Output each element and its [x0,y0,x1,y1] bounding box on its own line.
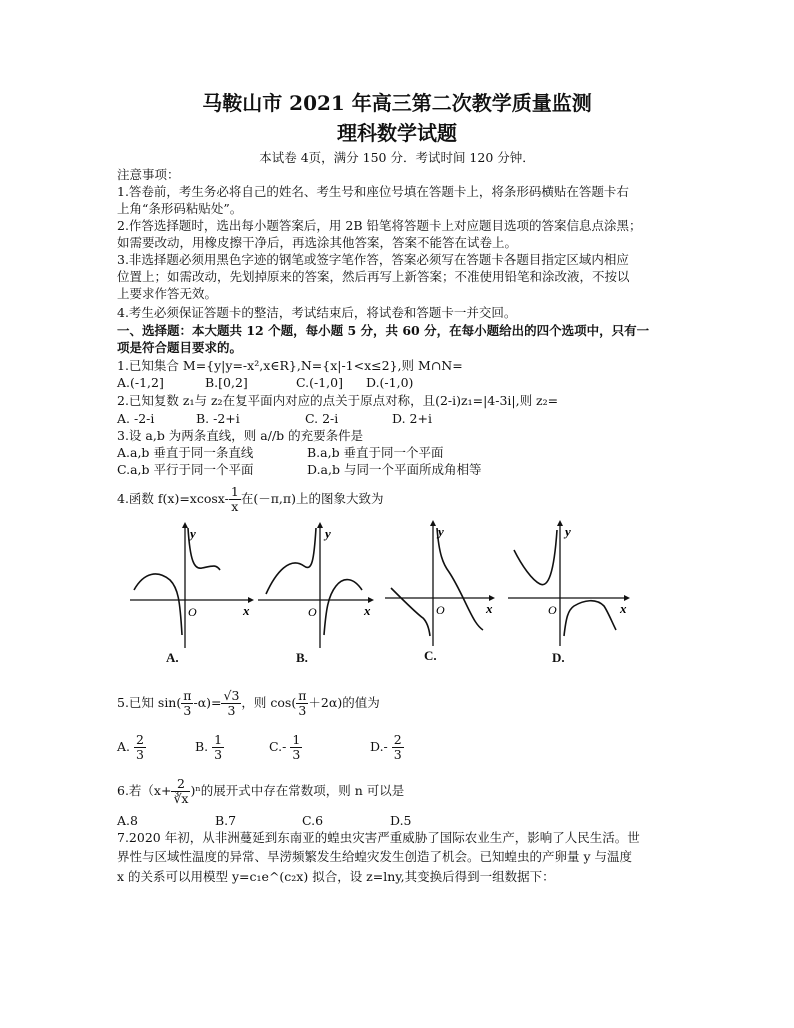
section-heading-line2: 项是符合题目要求的。 [117,340,243,355]
q5-frac-2-num: √3 [223,688,240,703]
q4-graph-b-label: B. [296,650,308,665]
q3-option-a: A.a,b 垂直于同一条直线 [117,445,254,460]
q1-option-b: B.[0,2] [205,375,248,390]
q4-frac-num: 1 [230,484,239,499]
q5-d-frac [392,733,404,762]
q5-mid-1: -α)= [193,695,222,710]
q4-graph-a-x-label: x [243,603,250,618]
q1-stem: 1.已知集合 M={y|y=-x²,x∈R},N={x|-1<x≤2},则 M∩N= [117,358,463,373]
q5-frac-2 [221,689,241,718]
q5-option-c [269,730,302,764]
q5-d-num: 2 [393,732,402,747]
note-1a: 1.答卷前，考生务必将自己的姓名、考生号和座位号填在答题卡上，将条形码横贴在答题卡右 [117,184,629,199]
q2-option-c: C. 2-i [305,411,339,426]
q4-frac-den: x [231,499,239,514]
q4-graph-d-label: D. [552,650,565,665]
q5-a-pre: A. [117,739,131,754]
q4-graph-a [130,520,260,650]
q4-stem-post: 在(－π,π)上的图象大致为 [240,491,384,506]
q4-graph-c-origin: O [436,603,445,617]
q7-line-2: 界性与区域性温度的异常、旱涝频繁发生给蝗灾发生创造了机会。已知蝗虫的产卵量 y 与温度 [117,849,633,864]
exam-title: 马鞍山市 2021 年高三第二次教学质量监测 [202,91,592,115]
q3-option-b: B.a,b 垂直于同一个平面 [307,445,444,460]
q5-a-den: 3 [136,747,144,762]
q1-option-a: A.(-1,2] [117,375,164,390]
q6-frac-den: ∛x [173,791,189,806]
q6-frac-num: 2 [171,777,190,792]
q5-b-pre: B. [195,739,209,754]
note-4: 4.考生必须保证答题卡的整洁，考试结束后，将试卷和答题卡一并交回。 [117,305,517,320]
q4-graph-d [508,518,638,648]
q6-frac [171,777,190,806]
q1-option-d: D.(-1,0) [366,375,414,390]
q2-option-d: D. 2+i [392,411,432,426]
q5-option-a [117,730,146,764]
q6-option-a: A.8 [117,813,138,828]
q6-option-c: C.6 [302,813,324,828]
q5-post: ＋2α)的值为 [308,695,380,710]
q5-option-d [370,730,404,764]
q5-b-frac [212,733,224,762]
q4-fraction [229,485,241,514]
q6-option-d: D.5 [390,813,412,828]
q4-graph-c [385,518,505,648]
q5-d-den: 3 [393,747,402,762]
q5-frac-3-den: 3 [298,703,307,718]
q5-frac-2-den: 3 [227,703,236,718]
q5-a-num: 2 [136,732,144,747]
q4-graph-c-y-label: y [438,524,444,539]
q5-frac-1-num: π [183,688,192,703]
q4-stem [117,484,383,514]
q3-option-c: C.a,b 平行于同一个平面 [117,462,254,477]
q5-frac-1-den: 3 [183,703,192,718]
q7-line-3: x 的关系可以用模型 y=c₁e^(c₂x) 拟合，设 z=lny,其变换后得到一组数据下： [117,869,555,884]
q3-stem: 3.设 a,b 为两条直线，则 a//b 的充要条件是 [117,428,364,443]
q5-frac-3 [296,689,308,718]
q5-d-pre: D.- [370,739,388,754]
q5-pre: 5.已知 sin( [117,695,182,710]
q5-c-frac [290,733,302,762]
notes-heading: 注意事项： [117,167,180,182]
q4-stem-pre: 4.函数 f(x)=xcosx- [117,491,229,506]
q5-b-den: 3 [214,747,223,762]
q4-graph-a-origin: O [188,605,197,619]
exam-info: 本试卷 4页，满分 150 分．考试时间 120 分钟． [259,150,535,165]
q2-option-b: B. -2+i [196,411,240,426]
q4-graph-b [258,520,383,650]
exam-subtitle: 理科数学试题 [337,121,457,145]
note-2a: 2.作答选择题时，选出每小题答案后，用 2B 铅笔将答题卡上对应题目选项的答案信息点涂黑； [117,218,642,233]
q4-graph-b-y-label: y [325,526,331,541]
q4-graph-d-y-label: y [565,524,571,539]
q5-mid-2: ，则 cos( [241,695,297,710]
q6-stem [117,774,404,808]
q5-option-b [195,730,224,764]
q5-frac-3-num: π [298,688,307,703]
q6-pre: 6.若（x+ [117,783,172,798]
q5-c-num: 1 [292,732,301,747]
note-3c: 上要求作答无效。 [117,286,218,301]
q4-graph-d-x-label: x [620,601,627,616]
q5-frac-1 [181,689,193,718]
q5-c-den: 3 [292,747,301,762]
q1-option-c: C.(-1,0] [296,375,343,390]
q2-stem: 2.已知复数 z₁与 z₂在复平面内对应的点关于原点对称，且(2-i)z₁=|4-3i|,则 z₂= [117,393,559,408]
q5-a-frac [134,733,146,762]
note-3b: 位置上；如需改动，先划掉原来的答案，然后再写上新答案；不准使用铅笔和涂改液，不按以 [117,269,630,284]
q4-graph-a-label: A. [166,650,179,665]
q4-graph-b-x-label: x [364,603,371,618]
q4-graph-d-origin: O [548,603,557,617]
q3-option-d: D.a,b 与同一个平面所成角相等 [307,462,482,477]
q7-line-1: 7.2020 年初，从非洲蔓延到东南亚的蝗虫灾害严重威胁了国际农业生产，影响了人民生活。世 [117,830,640,845]
q4-graph-c-label: C. [424,648,437,663]
q4-graph-b-origin: O [308,605,317,619]
q2-option-a: A. -2-i [117,411,155,426]
q5-c-pre: C.- [269,739,287,754]
note-3a: 3.非选择题必须用黑色字迹的钢笔或签字笔作答，答案必须写在答题卡各题目指定区域内相应 [117,252,629,267]
q6-option-b: B.7 [215,813,237,828]
note-2b: 如需要改动，用橡皮擦干净后，再选涂其他答案，答案不能答在试卷上。 [117,235,518,250]
note-1b: 上角“条形码粘贴处”。 [117,201,243,216]
q4-graph-a-y-label: y [190,526,196,541]
q4-graph-c-x-label: x [486,601,493,616]
q6-post: )ⁿ的展开式中存在常数项，则 n 可以是 [190,783,405,798]
q5-b-num: 1 [214,732,223,747]
section-heading-line1: 一、选择题：本大题共 12 个题，每小题 5 分，共 60 分，在每小题给出的四个选项中，只有一 [117,323,650,338]
q5-stem [117,686,380,720]
